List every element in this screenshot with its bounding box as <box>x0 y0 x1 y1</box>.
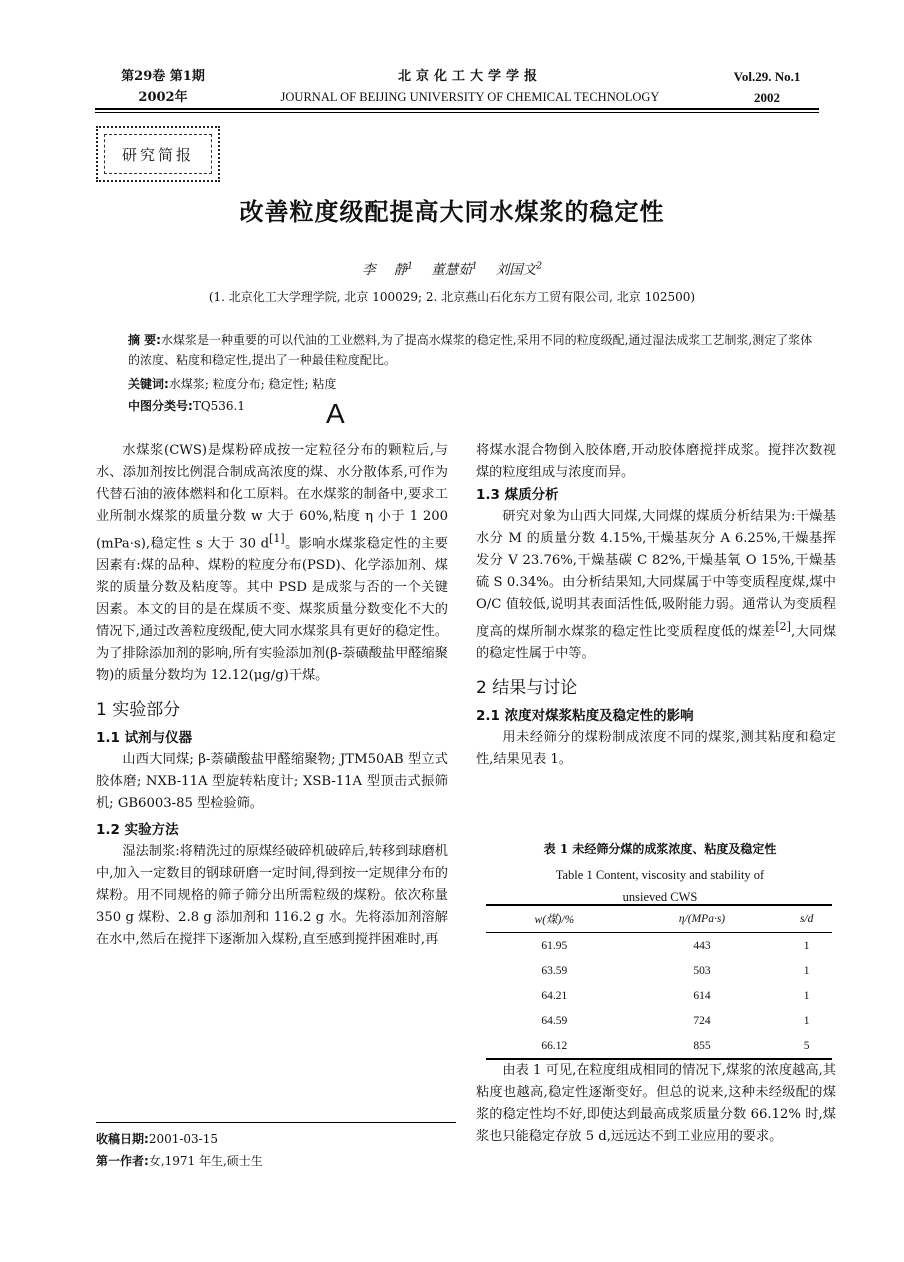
materials-paragraph: 山西大同煤; β-萘磺酸盐甲醛缩聚物; JTM50AB 型立式胶体磨; NXB-11A 型旋转粘度计; XSB-11A 型顶击式振筛机; GB6003-85 型检验筛。 <box>96 752 448 812</box>
table-caption-cn: 表 1 未经筛分煤的成浆浓度、粘度及稳定性 <box>543 842 777 856</box>
table-cell: 1 <box>803 989 810 1002</box>
author-list <box>100 258 804 278</box>
author-sup: 1 <box>407 261 413 272</box>
table-cell: 1 <box>803 964 810 977</box>
author-sup: 1 <box>471 261 478 272</box>
subsection-heading: 2.1 浓度对煤浆粘度及稳定性的影响 <box>476 708 694 725</box>
left-column <box>96 440 448 951</box>
volume-en: Vol.29. No.1 <box>733 69 801 84</box>
keywords-label: 关键词: <box>128 377 169 391</box>
intro-paragraph <box>96 440 448 687</box>
coal-text-b: ,大同煤的稳定性属于中等。 <box>476 624 837 662</box>
year-en: 2002 <box>754 90 780 105</box>
footnote-author <box>96 1152 263 1169</box>
received-date: 2001-03-15 <box>148 1132 218 1146</box>
table-cell: 1 <box>803 1014 810 1027</box>
section-heading: 1 实验部分 <box>96 700 181 721</box>
journal-name-en: JOURNAL OF BEIJING UNIVERSITY OF CHEMICAL TECHNOLOGY <box>280 90 660 104</box>
table-cell: 724 <box>693 1014 711 1027</box>
clc-label: 中图分类号: <box>128 399 193 413</box>
header-journal <box>240 66 700 108</box>
table-cell: 5 <box>781 1033 832 1059</box>
coal-analysis-paragraph <box>476 506 836 665</box>
citation: [1] <box>269 532 285 545</box>
table-cell: 503 <box>693 964 711 977</box>
coal-text-a: 研究对象为山西大同煤,大同煤的煤质分析结果为:干燥基水分 M 的质量分数 4.15%,干燥基灰分 A 6.25%,干燥基挥发分 V 23.76%,干燥基碳 C 82%,干燥基氧 O 15%,干燥基硫 S 0.34%。由分析结果知,大同煤属于中等变质程度煤,煤中 O/C 值较低,说明其表面活性低,吸附能力弱。通常认为变质程度高的煤所制水煤浆的稳定性比变质程度低的煤差 <box>476 509 836 640</box>
abstract-label: 摘 要: <box>128 333 161 347</box>
section-heading: 2 结果与讨论 <box>476 678 578 699</box>
table-cell: 61.95 <box>541 939 568 952</box>
subsection-heading: 1.2 实验方法 <box>96 822 179 839</box>
table-cell: 855 <box>623 1033 782 1059</box>
author-name: 李 静 <box>361 262 408 278</box>
method-continued: 将煤水混合物倒入胶体磨,开动胶体磨搅拌成浆。搅拌次数视煤的粒度组成与浓度而异。 <box>476 443 836 480</box>
table-cell: 443 <box>693 939 711 952</box>
keywords <box>128 374 818 394</box>
affiliation: (1. 北京化工大学理学院, 北京 100029; 2. 北京燕山石化东方工贸有限公司, 北京 102500) <box>208 290 696 304</box>
header-volume-en <box>722 66 812 108</box>
data-table <box>486 904 832 1060</box>
table-cell: 63.59 <box>541 964 568 977</box>
paper-title: 改善粒度级配提高大同水煤浆的稳定性 <box>239 198 665 226</box>
year-cn: 2002年 <box>138 90 188 105</box>
journal-name-cn: 北京化工大学学报 <box>397 69 542 84</box>
citation: [2] <box>775 620 791 633</box>
table-caption-en-line: unsieved CWS <box>622 890 698 904</box>
table-cell: 614 <box>693 989 711 1002</box>
author-sup: 2 <box>536 261 543 272</box>
author-name: 刘国文 <box>495 262 537 278</box>
footnote-rule <box>96 1122 456 1123</box>
intro-text-b: 。影响水煤浆稳定性的主要因素有:煤的品种、煤粉的粒度分布(PSD)、化学添加剂、煤浆的质量分数及粘度等。其中 PSD 是成浆与否的一个关键因素。本文的目的是在煤质不变、煤浆质量分数变化不大的情况下,通过改善粒度级配,使大同水煤浆具有更好的稳定性。为了排除添加剂的影响,所有实验添加剂(β-萘磺酸盐甲醛缩聚物)的质量分数均为 12.12(μg/g)干煤。 <box>96 536 448 684</box>
table-caption-en <box>480 864 840 908</box>
table-header-cell: w(煤)/% <box>486 905 623 933</box>
conclusion-paragraph: 由表 1 可见,在粒度组成相同的情况下,煤浆的浓度越高,其粘度也越高,稳定性逐渐变好。但总的说来,这种未经级配的煤浆的稳定性均不好,即使达到最高成浆质量分数 66.12% 时,煤浆也只能稳定存放 5 d,远远达不到工业应用的要求。 <box>476 1063 836 1144</box>
handwritten-mark: A <box>326 398 345 429</box>
first-author-label: 第一作者: <box>96 1154 149 1168</box>
clc-text: TQ536.1 <box>192 399 246 413</box>
table-header-row <box>486 905 832 933</box>
method-paragraph: 湿法制浆:将精洗过的原煤经破碎机破碎后,转移到球磨机中,加入一定数目的钢球研磨一定时间,得到按一定规律分布的煤粉。用不同规格的筛子筛分出所需粒级的煤粉。依次称量 350 g 煤粉、2.8 g 添加剂和 116.2 g 水。先将添加剂溶解在水中,然后在搅拌下逐渐加入煤粉,直至感到搅拌困难时,再 <box>96 844 448 948</box>
table-cell: 1 <box>803 939 810 952</box>
volume-cn: 第29卷 第1期 <box>121 69 205 84</box>
section-tag-frame <box>96 126 220 182</box>
table-row <box>486 958 832 983</box>
received-label: 收稿日期: <box>96 1132 149 1146</box>
table-header-cell: s/d <box>781 905 832 933</box>
results-paragraph: 用未经筛分的煤粉制成浓度不同的煤浆,测其粘度和稳定性,结果见表 1。 <box>476 730 836 768</box>
right-column-bottom <box>476 1060 836 1148</box>
table-caption-en-line: Table 1 Content, viscosity and stability of <box>555 868 765 882</box>
right-column <box>476 440 836 771</box>
table-row <box>486 983 832 1008</box>
author-name: 董慧茹 <box>431 262 472 278</box>
table-header-cell: η/(MPa·s) <box>623 905 782 933</box>
table-cell: 66.12 <box>486 1033 623 1059</box>
section-tag: 研究简报 <box>104 134 212 174</box>
table-row <box>486 933 832 959</box>
table-row <box>486 1033 832 1059</box>
abstract-text: 水煤浆是一种重要的可以代油的工业燃料,为了提高水煤浆的稳定性,采用不同的粒度级配,通过湿法成浆工艺制浆,测定了浆体的浓度、粘度和稳定性,提出了一种最佳粒度配比。 <box>128 333 813 367</box>
subsection-heading: 1.3 煤质分析 <box>476 487 559 503</box>
header-rule <box>95 108 819 113</box>
table-cell: 64.59 <box>541 1014 568 1027</box>
header-volume <box>108 66 218 108</box>
subsection-heading: 1.1 试剂与仪器 <box>96 730 193 747</box>
first-author-info: 女,1971 年生,硕士生 <box>148 1154 263 1168</box>
abstract <box>128 330 818 370</box>
intro-text-a: 水煤浆(CWS)是煤粉碎成按一定粒径分布的颗粒后,与水、添加剂按比例混合制成高浓度的煤、水分散体系,可作为代替石油的液体燃料和化工原料。在水煤浆的制备中,要求工业所制水煤浆的质量分数 w 大于 60%,粘度 η 小于 1 200 (mPa·s),稳定性 s 大于 30 d <box>96 443 448 552</box>
clc-number <box>128 396 818 416</box>
table-cell: 64.21 <box>541 989 568 1002</box>
keywords-text: 水煤浆; 粒度分布; 稳定性; 粘度 <box>168 377 337 391</box>
footnote-received <box>96 1130 218 1147</box>
table-row <box>486 1008 832 1033</box>
